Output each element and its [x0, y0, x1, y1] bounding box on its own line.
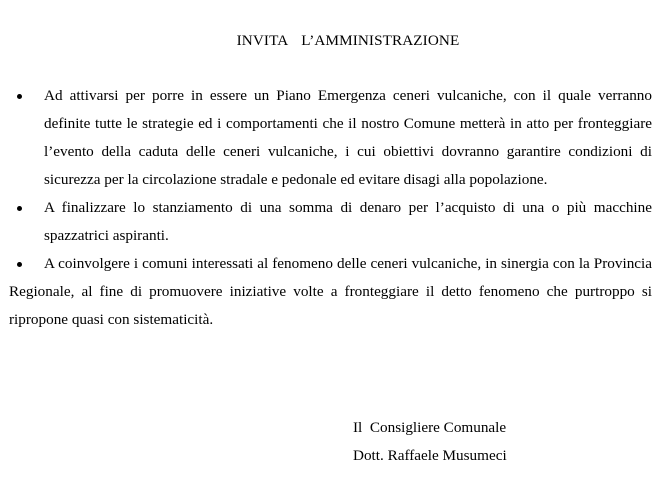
signature-role: Il Consigliere Comunale	[353, 419, 507, 436]
bullet-item	[44, 82, 652, 194]
signature-block	[353, 414, 507, 470]
bullet-item	[9, 250, 652, 334]
bullet-list	[0, 82, 652, 334]
bullet-item	[44, 194, 652, 250]
signature-name: Dott. Raffaele Musumeci	[353, 447, 507, 464]
bullet-dot-icon	[17, 94, 22, 99]
bullet-text: Ad attivarsi per porre in essere un Piano Emergenza ceneri vulcaniche, con il quale verranno definite tutte le strategie ed i comportamenti che il nostro Comune metterà in atto per fronteggiare l’evento della caduta delle ceneri vulcaniche, i cui obiettivi dovranno garantire condizioni di sicurezza per la circolazione stradale e pedonale ed evitare disagi alla popolazione.	[44, 87, 652, 188]
bullet-dot-icon	[17, 262, 22, 267]
document-heading: INVITA L’AMMINISTRAZIONE	[236, 32, 460, 49]
bullet-dot-icon	[17, 206, 22, 211]
bullet-text: A coinvolgere i comuni interessati al fenomeno delle ceneri vulcaniche, in sinergia con la Provincia Regionale, al fine di promuovere iniziative volte a fronteggiare il detto fenomeno che purtroppo si ripropone quasi con sistematicità.	[9, 255, 652, 328]
bullet-text: A finalizzare lo stanziamento di una somma di denaro per l’acquisto di una o più macchine spazzatrici aspiranti.	[44, 199, 652, 244]
